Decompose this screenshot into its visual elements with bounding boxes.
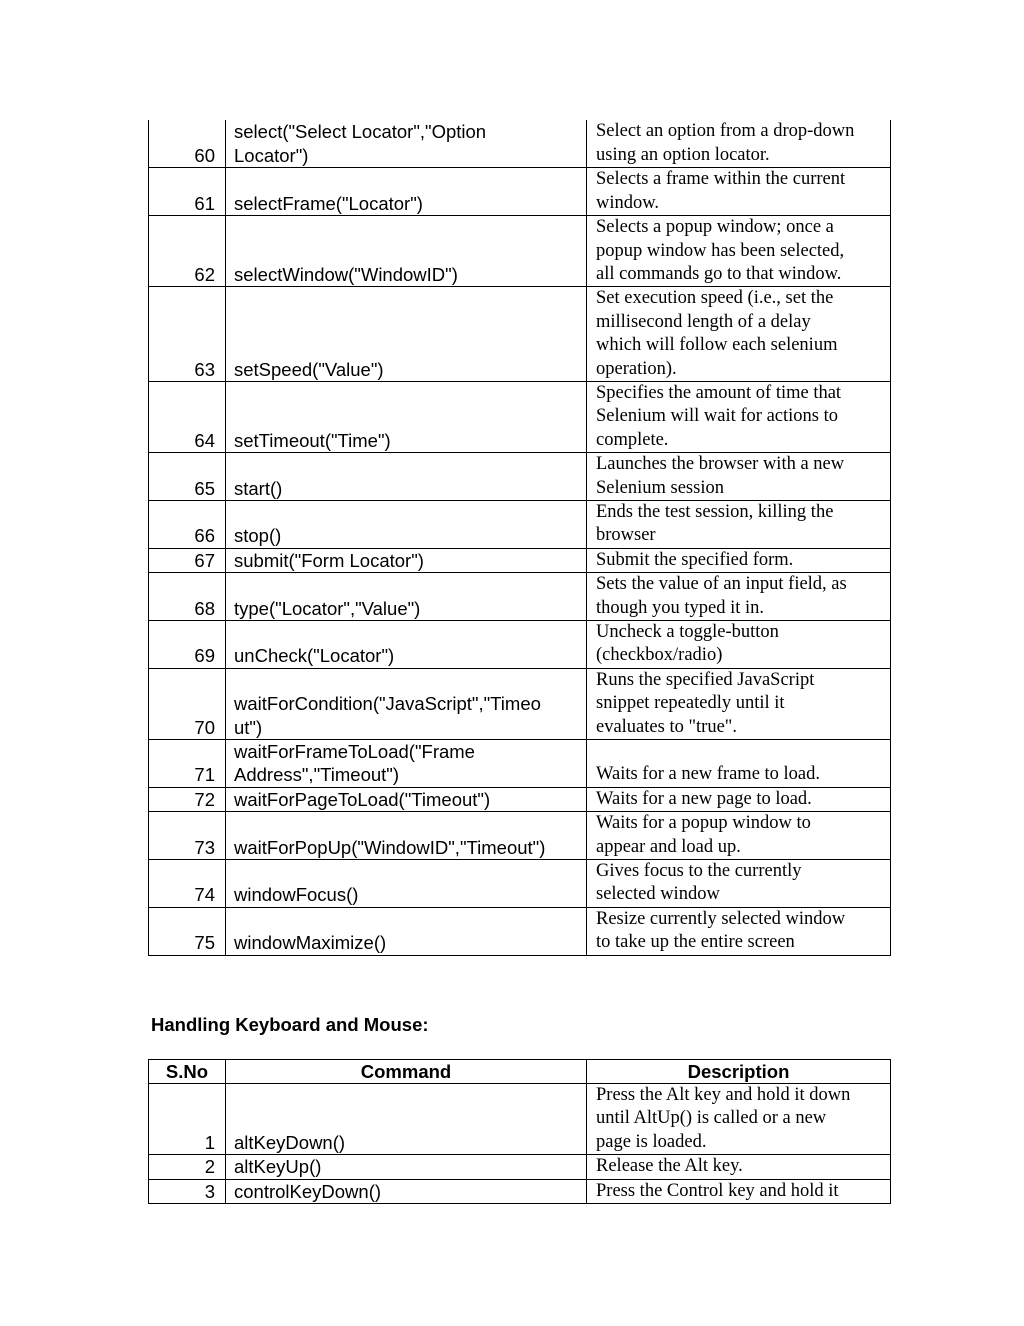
row-number: 72 [149,787,226,811]
command-cell: type("Locator","Value") [226,573,587,621]
row-number: 71 [149,740,226,788]
command-cell: selectWindow("WindowID") [226,216,587,287]
row-number: 66 [149,500,226,548]
row-number: 73 [149,812,226,860]
command-cell: selectFrame("Locator") [226,168,587,216]
description-cell: Uncheck a toggle-button (checkbox/radio) [587,621,891,669]
description-cell: Launches the browser with a new Selenium session [587,453,891,501]
row-number: 63 [149,287,226,382]
description-cell: Waits for a popup window to appear and load up. [587,812,891,860]
table-row [149,168,891,216]
row-number: 1 [149,1084,226,1155]
description-cell: Submit the specified form. [587,548,891,572]
row-number: 64 [149,381,226,452]
table-header-row [149,1060,891,1084]
description-cell: Waits for a new page to load. [587,787,891,811]
section-heading: Handling Keyboard and Mouse: [151,1014,429,1035]
command-cell: unCheck("Locator") [226,621,587,669]
table-row [149,548,891,572]
command-cell: waitForPageToLoad("Timeout") [226,787,587,811]
command-cell: windowFocus() [226,860,587,908]
row-number: 3 [149,1179,226,1203]
header-description: Description [587,1060,891,1084]
table-row [149,812,891,860]
table-row [149,740,891,788]
table-row [149,453,891,501]
description-cell: Select an option from a drop-down using an option locator. [587,120,891,168]
command-cell: waitForCondition("JavaScript","Timeo ut") [226,668,587,739]
description-cell: Runs the specified JavaScript snippet repeatedly until it evaluates to "true". [587,668,891,739]
commands-table-continued [148,120,891,956]
description-cell: Resize currently selected window to take up the entire screen [587,907,891,955]
command-cell: waitForPopUp("WindowID","Timeout") [226,812,587,860]
table-row [149,907,891,955]
description-cell: Specifies the amount of time that Selenium will wait for actions to complete. [587,381,891,452]
command-cell: waitForFrameToLoad("Frame Address","Timeout") [226,740,587,788]
table-row [149,500,891,548]
description-cell: Release the Alt key. [587,1155,891,1179]
description-cell: Ends the test session, killing the browser [587,500,891,548]
description-cell: Selects a frame within the current window. [587,168,891,216]
description-cell: Waits for a new frame to load. [587,740,891,788]
table-row [149,1155,891,1179]
row-number: 70 [149,668,226,739]
table-row [149,1084,891,1155]
row-number: 74 [149,860,226,908]
row-number: 62 [149,216,226,287]
command-cell: select("Select Locator","Option Locator") [226,120,587,168]
command-cell: altKeyUp() [226,1155,587,1179]
description-cell: Sets the value of an input field, as though you typed it in. [587,573,891,621]
command-cell: start() [226,453,587,501]
table-row [149,120,891,168]
command-cell: windowMaximize() [226,907,587,955]
command-cell: controlKeyDown() [226,1179,587,1203]
table-row [149,381,891,452]
command-cell: setSpeed("Value") [226,287,587,382]
table-row [149,287,891,382]
row-number: 69 [149,621,226,669]
description-cell: Press the Alt key and hold it down until AltUp() is called or a new page is loaded. [587,1084,891,1155]
command-cell: stop() [226,500,587,548]
description-cell: Selects a popup window; once a popup window has been selected, all commands go to that window. [587,216,891,287]
description-cell: Gives focus to the currently selected window [587,860,891,908]
description-cell: Set execution speed (i.e., set the millisecond length of a delay which will follow each selenium operation). [587,287,891,382]
row-number: 60 [149,120,226,168]
header-sno: S.No [149,1060,226,1084]
table-row [149,621,891,669]
command-cell: submit("Form Locator") [226,548,587,572]
description-cell: Press the Control key and hold it [587,1179,891,1203]
command-cell: setTimeout("Time") [226,381,587,452]
table-row [149,573,891,621]
keyboard-mouse-table [148,1059,891,1204]
row-number: 75 [149,907,226,955]
table-row [149,668,891,739]
row-number: 67 [149,548,226,572]
row-number: 61 [149,168,226,216]
command-cell: altKeyDown() [226,1084,587,1155]
row-number: 68 [149,573,226,621]
table-row [149,787,891,811]
table-row [149,860,891,908]
row-number: 2 [149,1155,226,1179]
table-row [149,1179,891,1203]
header-command: Command [226,1060,587,1084]
table-row [149,216,891,287]
row-number: 65 [149,453,226,501]
